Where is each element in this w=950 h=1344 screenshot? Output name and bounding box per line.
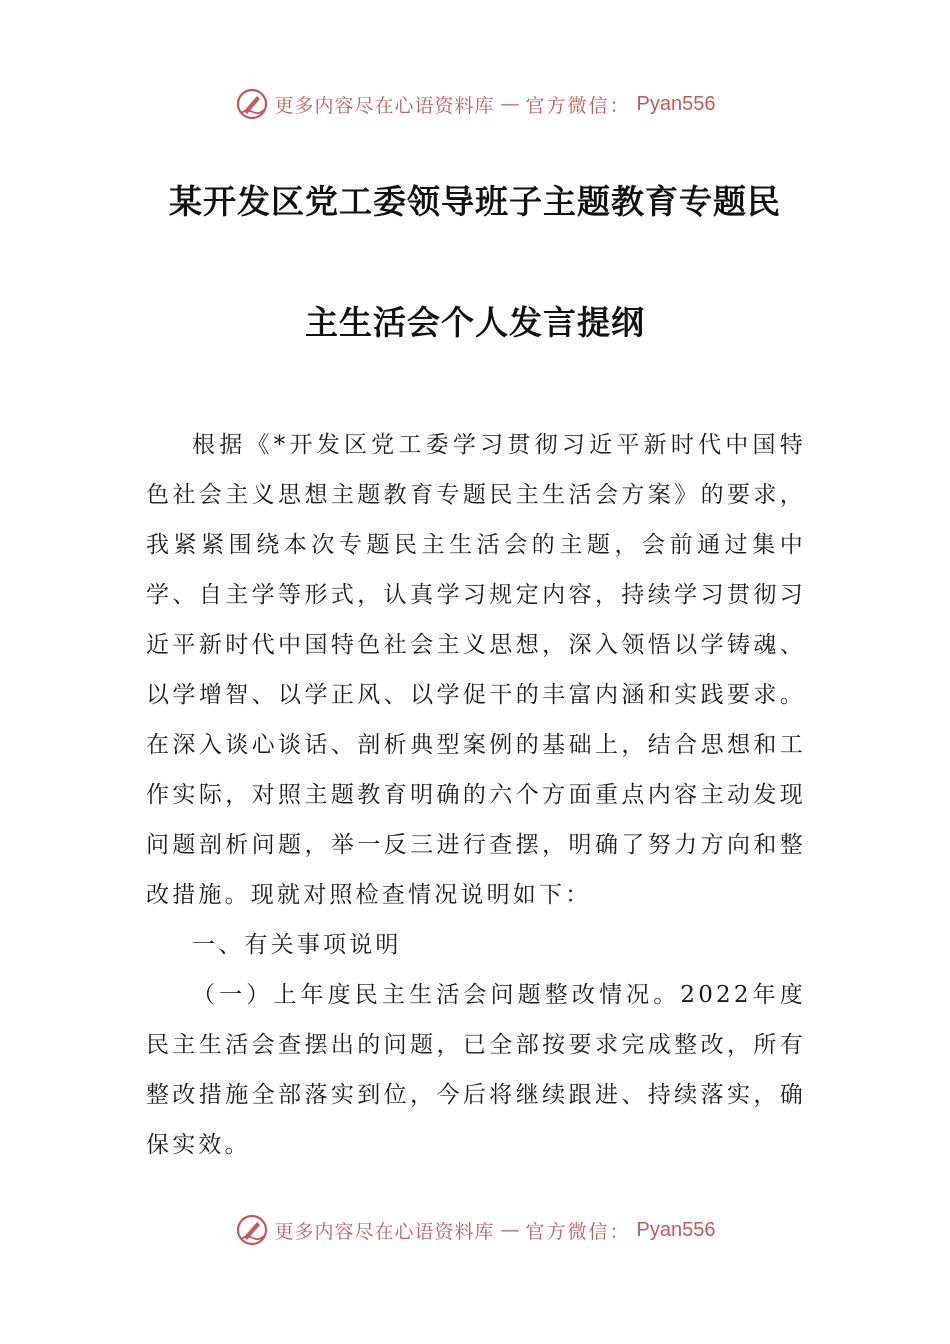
watermark-wechat-label: 官方微信： bbox=[525, 94, 631, 117]
watermark-wechat-id: Pyan556 bbox=[636, 1218, 716, 1241]
header-watermark bbox=[0, 84, 950, 124]
watermark-wechat-label: 官方微信： bbox=[525, 1220, 631, 1243]
document-body bbox=[146, 420, 806, 1170]
page-title-line-2: 主生活会个人发言提纲 bbox=[305, 303, 645, 342]
watermark-text: 更多内容尽在心语资料库 bbox=[274, 94, 495, 117]
footer-watermark bbox=[0, 1210, 950, 1250]
section-heading-1: 一、有关事项说明 bbox=[192, 932, 402, 958]
watermark-dash: — bbox=[500, 93, 520, 115]
pen-scroll-logo-icon bbox=[235, 87, 269, 121]
watermark-dash: — bbox=[500, 1219, 520, 1241]
page-title-line-1: 某开发区党工委领导班子主题教育专题民 bbox=[169, 182, 781, 221]
body-paragraph-2: （一）上年度民主生活会问题整改情况。2022年度民主生活会查摆出的问题，已全部按要求完成整改，所有整改措施全部落实到位，今后将继续跟进、持续落实，确保实效。 bbox=[146, 982, 806, 1158]
watermark-wechat-id: Pyan556 bbox=[636, 92, 716, 115]
body-paragraph-1: 根据《*开发区党工委学习贯彻习近平新时代中国特色社会主义思想主题教育专题民主生活会方案》的要求，我紧紧围绕本次专题民主生活会的主题，会前通过集中学、自主学等形式，认真学习规定内容，持续学习贯彻习近平新时代中国特色社会主义思想，深入领悟以学铸魂、以学增智、以学正风、以学促干的丰富内涵和实践要求。在深入谈心谈话、剖析典型案例的基础上，结合思想和工作实际，对照主题教育明确的六个方面重点内容主动发现问题剖析问题，举一反三进行查摆，明确了努力方向和整改措施。现就对照检查情况说明如下： bbox=[146, 432, 806, 908]
pen-scroll-logo-icon bbox=[235, 1213, 269, 1247]
watermark-text: 更多内容尽在心语资料库 bbox=[274, 1220, 495, 1243]
